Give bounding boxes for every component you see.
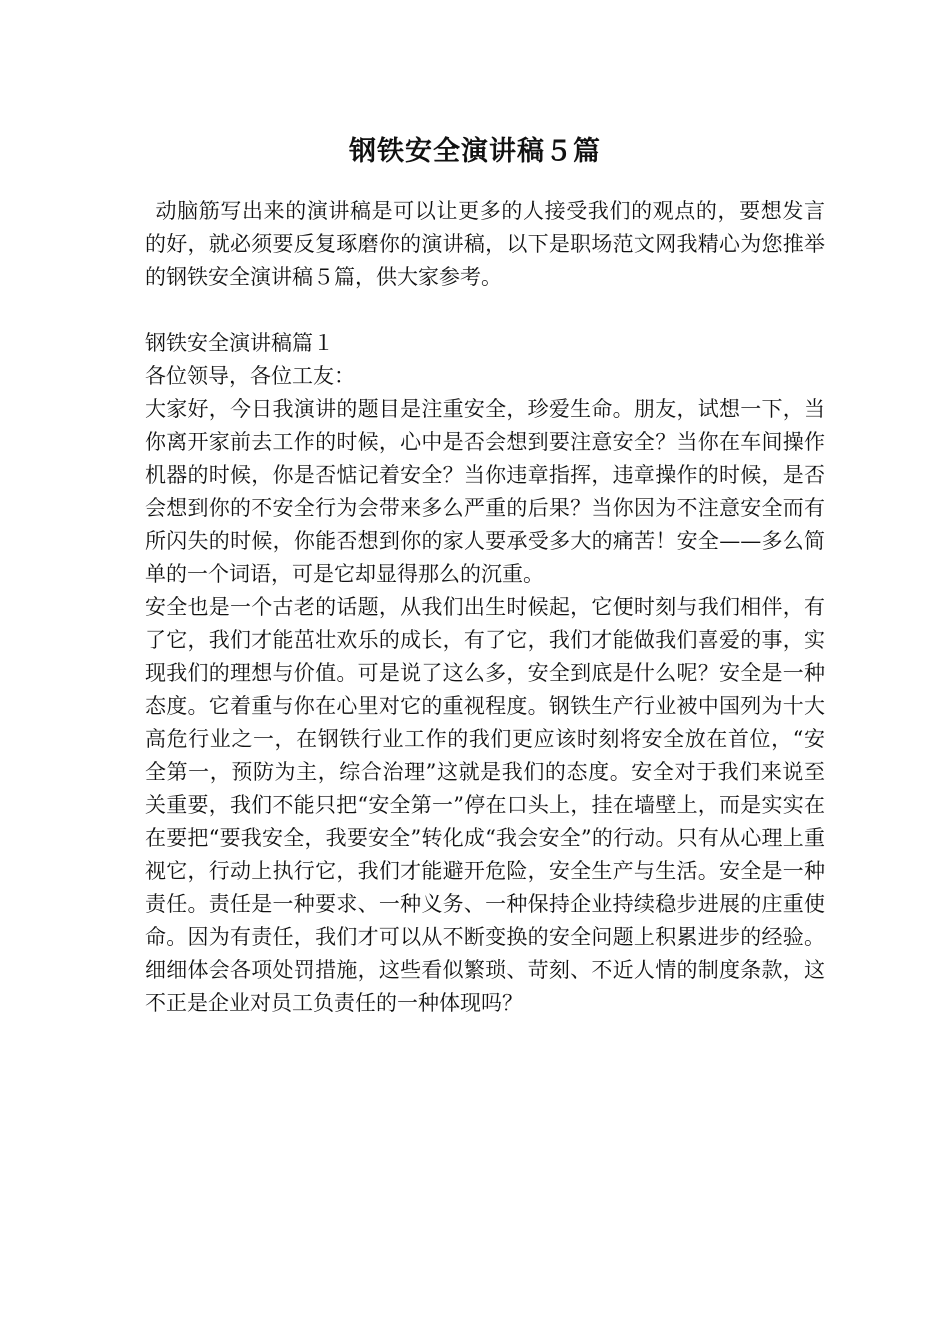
document-title: 钢铁安全演讲稿５篇 [349,136,601,167]
document-body [145,195,825,1020]
intro-paragraph: 动脑筋写出来的演讲稿是可以让更多的人接受我们的观点的，要想发言的好，就必须要反复琢磨你的演讲稿，以下是职场范文网我精心为您推举的钢铁安全演讲稿５篇，供大家参考。 [145,199,825,289]
salutation: 各位领导，各位工友： [145,364,355,388]
body-paragraph-2: 安全也是一个古老的话题，从我们出生时候起，它便时刻与我们相伴，有了它，我们才能茁壮欢乐的成长，有了它，我们才能做我们喜爱的事，实现我们的理想与价值。可是说了这么多，安全到底是什么呢？安全是一种态度。它着重与你在心里对它的重视程度。钢铁生产行业被中国列为十大高危行业之一，在钢铁行业工作的我们更应该时刻将安全放在首位，“安全第一，预防为主，综合治理”这就是我们的态度。安全对于我们来说至关重要，我们不能只把“安全第一”停在口头上，挂在墙壁上，而是实实在在要把“要我安全，我要安全”转化成“我会安全”的行动。只有从心理上重视它，行动上执行它，我们才能避开危险，安全生产与生活。安全是一种责任。责任是一种要求、一种义务、一种保持企业持续稳步进展的庄重使命。因为有责任，我们才可以从不断变换的安全问题上积累进步的经验。细细体会各项处罚措施，这些看似繁琐、苛刻、不近人情的制度条款，这不正是企业对员工负责任的一种体现吗？ [145,595,825,1015]
section-heading: 钢铁安全演讲稿篇１ [145,331,334,355]
body-paragraph-1: 大家好，今日我演讲的题目是注重安全，珍爱生命。朋友，试想一下，当你离开家前去工作的时候，心中是否会想到要注意安全？当你在车间操作机器的时候，你是否惦记着安全？当你违章指挥，违章操作的时候，是否会想到你的不安全行为会带来多么严重的后果？当你因为不注意安全而有所闪失的时候，你能否想到你的家人要承受多大的痛苦！安全——多么简单的一个词语，可是它却显得那么的沉重。 [145,397,825,586]
